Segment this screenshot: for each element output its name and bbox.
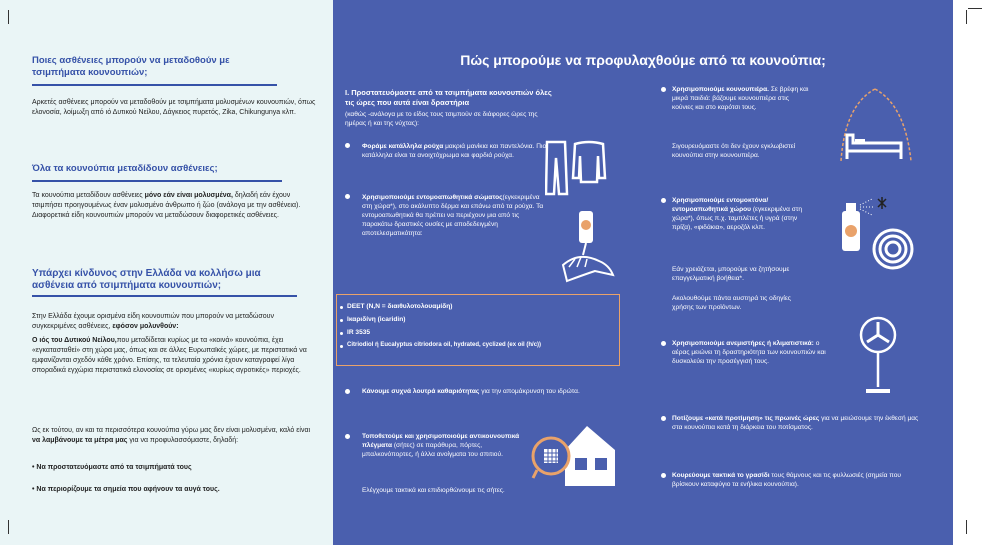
crop-mark xyxy=(966,10,967,24)
bullet-dot xyxy=(345,434,350,439)
ingredient-citriodiol: Citriodiol ή Eucalyptus citriodora oil, hydrated, cyclized (ex oil (h/c)) xyxy=(347,342,542,348)
clothing-icon xyxy=(545,138,607,198)
heading-diseases: Ποιες ασθένειες μπορούν να μεταδοθούν με τσιμπήματα κουνουπιών; xyxy=(32,55,230,78)
paragraph-diseases: Αρκετές ασθένειες μπορούν να μεταδοθούν με τσιμπήματα μολυσμένων κουνουπιών, όπως ελονοσία, λοίμωξη από ιό Δυτικού Νείλου, Δάγκειος πυρετός, Zika, Chikungunya κλπ. xyxy=(32,99,316,116)
item-repellent: Χρησιμοποιούμε εντομοαπωθητικά σώματος(εγκεκριμένα στη χώρα*), στο ακάλυπτο δέρμα και επάνω από τα ρούχα. Τα εντομοαπωθητικά θα πρέπει να περιέχουν μια από τις παρακάτω δραστικές ουσίες με αποδεδειγμένη αποτελεσματικότητα: xyxy=(362,194,544,237)
house-screen-icon xyxy=(527,420,617,490)
heading-underline xyxy=(32,180,282,182)
item-baths: Κάνουμε συχνά λουτρά καθαριότητας για την απομάκρυνση του ιδρώτα. xyxy=(362,388,580,395)
ingredient-ir3535: IR 3535 xyxy=(347,329,371,336)
bullet-dot xyxy=(345,143,350,148)
bullet-dot xyxy=(345,194,350,199)
section1-subtext: (καθώς -ανάλογα με το είδος τους τσιμπούν σε διάφορες ώρες της ημέρας ή και της νύχτας): xyxy=(345,111,538,127)
paragraph-infected: Τα κουνούπια μεταδίδουν ασθένειες μόνο εάν είναι μολυσμένα, δηλαδή εάν έχουν τσιμπήσει προηγουμένως έναν μολυσμένο άνθρωπο ή ζώο (ανάλογα με την ασθένεια). Διαφορετικά είδη κουνουπιών μπορούν να μεταδώσουν διαφορετικές ασθένειες. xyxy=(32,192,301,219)
ingredient-icaridin: Ικαριδίνη (icaridin) xyxy=(347,316,406,323)
heading-underline xyxy=(32,295,297,297)
bullet-dot xyxy=(340,332,343,335)
main-title: Πώς μπορούμε να προφυλαχθούμε από τα κουνούπια; xyxy=(460,52,826,68)
item-fans: Χρησιμοποιούμε ανεμιστήρες ή κλιματιστικά: ο αέρας μειώνει τη δραστηριότητα των κουνουπιών και δυσκολεύει την προσέγγισή τους. xyxy=(672,340,826,365)
active-ingredients-box xyxy=(336,294,620,366)
item-bednet: Χρησιμοποιούμε κουνουπιέρα. Σε βρέφη και μικρά παιδιά: βάζουμε κουνουπιέρα στις κούνιες και στο καρότσι τους. xyxy=(672,86,809,111)
bullet-dot xyxy=(661,87,666,92)
item-screens: Τοποθετούμε και χρησιμοποιούμε αντικουνουπικά πλέγματα (σήτες) σε παράθυρα, πόρτες, μπαλκονόπορτες, ή άλλα ανοίγματα του σπιτιού. xyxy=(362,433,520,458)
item-clothing: Φοράμε κατάλληλα ρούχα μακριά μανίκια και παντελόνια. Πιο κατάλληλα είναι τα ανοιχτόχρωμα και φαρδιά ρούχα. xyxy=(362,143,547,159)
item-screens-check: Ελέγχουμε τακτικά και επιδιορθώνουμε τις σήτες. xyxy=(362,487,505,494)
item-instructions: Ακολουθούμε πάντα αυστηρά τις οδηγίες χρήσης των προϊόντων. xyxy=(672,295,791,311)
bullet-dot xyxy=(661,473,666,478)
bullet-dot xyxy=(661,416,666,421)
heading-risk-greece: Υπάρχει κίνδυνος στην Ελλάδα να κολλήσω μια ασθένεια από τσιμπήματα κουνουπιών; xyxy=(32,268,261,291)
heading-all-mosquitoes: Όλα τα κουνούπια μεταδίδουν ασθένειες; xyxy=(32,163,218,174)
paragraph-west-nile: Ο ιός του Δυτικού Νείλου,που μεταδίδεται κυρίως με τα «κοινά» κουνούπια, έχει «εγκατασταθεί» στη χώρα μας, όπως και σε άλλες Ευρωπαϊκές χώρες, με περιστατικά να εμφανίζονται σχεδόν κάθε χρόνο. Επίσης, τα τελευταία χρόνια έχουν καταγραφεί λίγα σποραδικά εγχώρια περιστατικά ελονοσίας σε ορισμένες «κυρίως αγροτικές» περιοχές. xyxy=(32,337,307,374)
heading-underline xyxy=(32,84,277,86)
bullet-eggs: • Να περιορίζουμε τα σημεία που αφήνουν τα αυγά τους. xyxy=(32,486,220,493)
mosquito-coil-icon xyxy=(872,228,914,270)
ingredient-deet: DEET (N,N = διαιθυλοτολουαμίδη) xyxy=(347,303,453,310)
bed-net-icon xyxy=(835,85,915,165)
bullet-dot xyxy=(340,306,343,309)
crop-mark xyxy=(966,520,967,534)
paragraph-measures: Ως εκ τούτου, αν και τα περισσότερα κουνούπια γύρω μας δεν είναι μολυσμένα, καλό είναι να λαμβάνουμε τα μέτρα μας για να προφυλασσόμαστε, δηλαδή: xyxy=(32,427,311,444)
page-edge xyxy=(953,0,984,545)
bullet-dot xyxy=(340,319,343,322)
paragraph-greece: Στην Ελλάδα έχουμε ορισμένα είδη κουνουπιών που μπορούν να μεταδώσουν συγκεκριμένες ασθένειες, εφόσον μολυνθούν: xyxy=(32,313,274,330)
item-bednet-check: Σιγουρευόμαστε ότι δεν έχουν εγκλωβιστεί κουνούπια στην κουνουπιέρα. xyxy=(672,143,796,159)
item-watering: Ποτίζουμε «κατά προτίμηση» τις πρωινές ώρες για να μειώσουμε την έκθεσή μας στα κουνούπια κατά τη διάρκεια του ποτίσματος. xyxy=(672,415,919,431)
bullet-dot xyxy=(661,198,666,203)
bullet-dot xyxy=(345,389,350,394)
item-mowing: Κουρεύουμε τακτικά το γρασίδι τους θάμνους και τις φυλλωσιές (σημεία που βρίσκουν καταφύγιο τα ενήλικα κουνούπια). xyxy=(672,472,901,488)
right-panel xyxy=(333,0,953,545)
repellent-spray-icon xyxy=(555,205,615,285)
bullet-dot xyxy=(340,345,343,348)
crop-mark xyxy=(968,8,982,9)
crop-mark xyxy=(8,10,9,24)
item-professional-help: Εάν χρειάζεται, μπορούμε να ζητήσουμε επαγγελματική βοήθεια*. xyxy=(672,266,790,282)
crop-mark xyxy=(8,520,9,534)
bullet-dot xyxy=(661,341,666,346)
bullet-protect: • Να προστατευόμαστε από τα τσιμπήματά τους xyxy=(32,464,192,471)
fan-icon xyxy=(858,315,898,395)
section1-heading: I. Προστατευόμαστε από τα τσιμπήματα κουνουπιών όλες τις ώρες που αυτά είναι δραστήρια xyxy=(345,88,552,107)
item-space-insecticides: Χρησιμοποιούμε εντομοκτόνα/ εντομοαπωθητικά χώρου (εγκεκριμένα στη χώρα*), όπως π.χ. ταμπλέτες ή υγρά (στην πρίζα), «φιδάκια», αεροζόλ κλπ. xyxy=(672,197,803,231)
